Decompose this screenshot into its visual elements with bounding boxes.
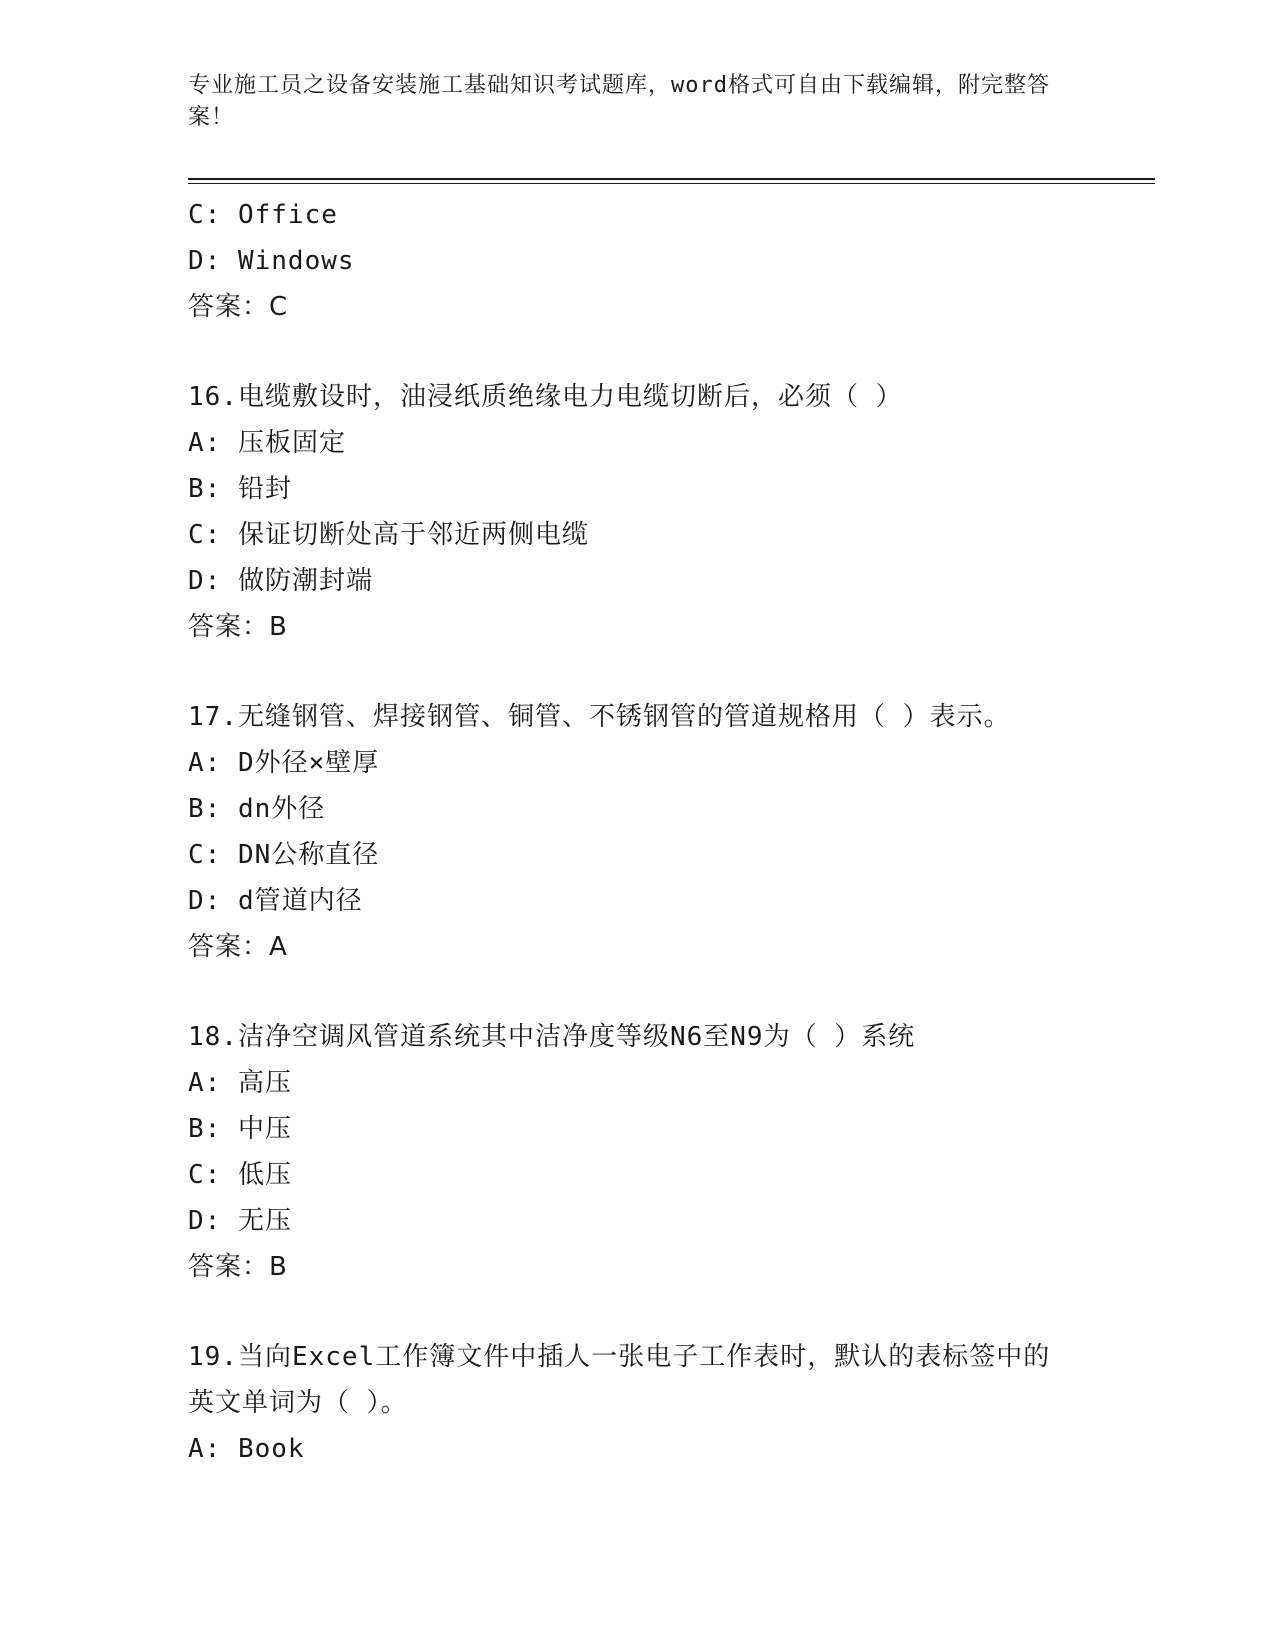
option-a: A: Book xyxy=(188,1434,305,1464)
option-a: A: 高压 xyxy=(188,1068,292,1098)
option-d: D: 做防潮封端 xyxy=(188,566,373,596)
option-c: C: Office xyxy=(188,200,338,230)
block-spacer xyxy=(188,650,1088,694)
block-spacer xyxy=(188,970,1088,1014)
answer-line: 答案：A xyxy=(188,932,288,962)
question-block-15 xyxy=(188,192,1088,330)
option-c: C: 保证切断处高于邻近两侧电缆 xyxy=(188,520,589,550)
option-d: D: d管道内径 xyxy=(188,886,363,916)
option-b: B: 中压 xyxy=(188,1114,292,1144)
option-c: C: 低压 xyxy=(188,1160,292,1190)
block-spacer xyxy=(188,1290,1088,1334)
answer-line: 答案：C xyxy=(188,292,289,322)
header-divider-thin xyxy=(188,183,1155,184)
document-body xyxy=(188,192,1088,1472)
question-block-18 xyxy=(188,1014,1088,1290)
option-d: D: Windows xyxy=(188,246,355,276)
option-b: B: dn外径 xyxy=(188,794,326,824)
question-block-17 xyxy=(188,694,1088,970)
question-block-19 xyxy=(188,1334,1088,1472)
question-text: 16.电缆敷设时，油浸纸质绝缘电力电缆切断后，必须（ ） xyxy=(188,382,903,412)
option-a: A: D外径×壁厚 xyxy=(188,748,380,778)
question-text: 18.洁净空调风管道系统其中洁净度等级N6至N9为（ ）系统 xyxy=(188,1022,916,1052)
document-header: 专业施工员之设备安装施工基础知识考试题库，word格式可自由下载编辑，附完整答案！ xyxy=(188,73,1050,130)
question-text: 17.无缝钢管、焊接钢管、铜管、不锈钢管的管道规格用（ ）表示。 xyxy=(188,702,1011,732)
question-block-16 xyxy=(188,374,1088,650)
block-spacer xyxy=(188,330,1088,374)
answer-line: 答案：B xyxy=(188,1252,288,1282)
option-a: A: 压板固定 xyxy=(188,428,346,458)
option-c: C: DN公称直径 xyxy=(188,840,380,870)
option-b: B: 铅封 xyxy=(188,474,292,504)
answer-line: 答案：B xyxy=(188,612,288,642)
question-text: 19.当向Excel工作簿文件中插人一张电子工作表时，默认的表标签中的英文单词为（ ）。 xyxy=(188,1342,1051,1418)
option-d: D: 无压 xyxy=(188,1206,292,1236)
header-divider-thick xyxy=(188,178,1155,180)
